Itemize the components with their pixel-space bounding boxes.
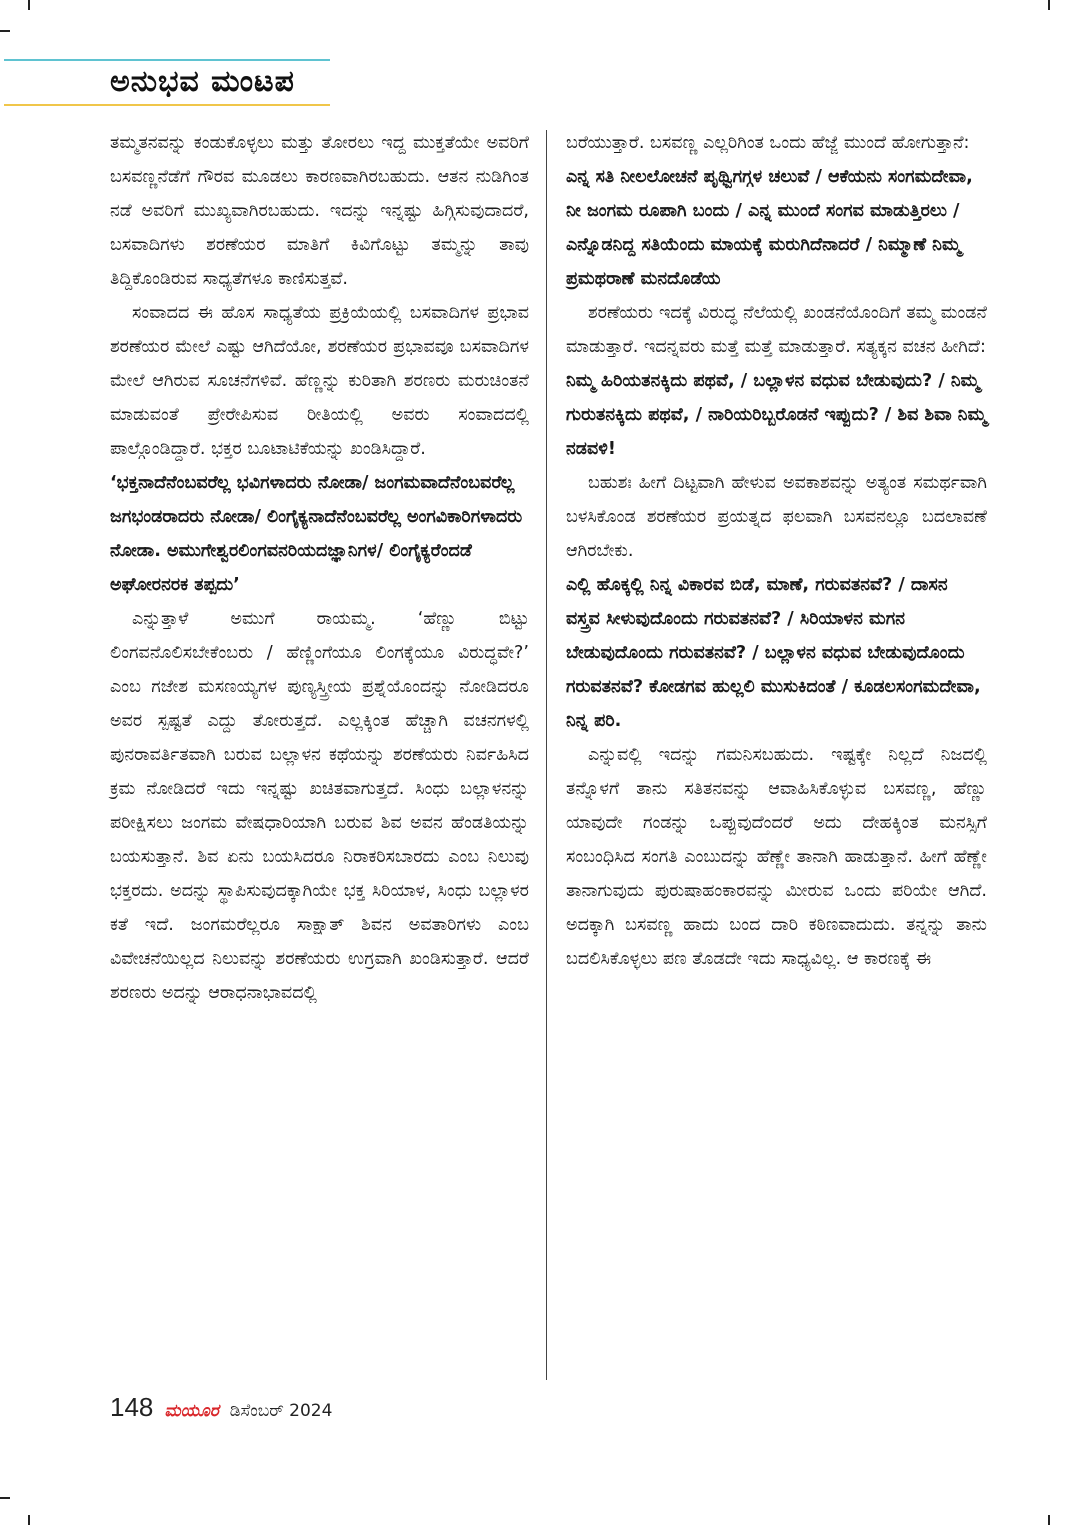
paragraph: ಬಹುಶಃ ಹೀಗೆ ದಿಟ್ಟವಾಗಿ ಹೇಳುವ ಅವಕಾಶವನ್ನು ಅತ್ಯಂತ ಸಮರ್ಥವಾಗಿ ಬಳಸಿಕೊಂಡ ಶರಣೆಯರ ಪ್ರಯತ್ನದ ಫಲವಾಗಿ ಬಸವನಲ್ಲೂ ಬದಲಾವಣೆ ಆಗಿರಬೇಕು. bbox=[566, 473, 987, 561]
paragraph: ಎನ್ನುತ್ತಾಳೆ ಅಮುಗೆ ರಾಯಮ್ಮ. ‘ಹೆಣ್ಣು ಬಿಟ್ಟು ಲಿಂಗವನೊಲಿಸಬೇಕೆಂಬರು / ಹೆಣ್ಣಿಂಗೆಯೂ ಲಿಂಗಕ್ಕೆಯೂ ವಿರುದ್ಧವೇ?’ ಎಂಬ ಗಜೇಶ ಮಸಣಯ್ಯಗಳ ಪುಣ್ಯಸ್ತ್ರೀಯ ಪ್ರಶ್ನೆಯೊಂದನ್ನು ನೋಡಿದರೂ ಅವರ ಸ್ಪಷ್ಟತೆ ಎದ್ದು ತೋರುತ್ತದೆ. ಎಲ್ಲಕ್ಕಿಂತ ಹೆಚ್ಚಾಗಿ ವಚನಗಳಲ್ಲಿ ಪುನರಾವರ್ತಿತವಾಗಿ ಬರುವ ಬಲ್ಲಾಳನ ಕಥೆಯನ್ನು ಶರಣೆಯರು ನಿರ್ವಹಿಸಿದ ಕ್ರಮ ನೋಡಿದರೆ ಇದು ಇನ್ನಷ್ಟು ಖಚಿತವಾಗುತ್ತದೆ. ಸಿಂಧು ಬಲ್ಲಾಳನನ್ನು ಪರೀಕ್ಷಿಸಲು ಜಂಗಮ ವೇಷಧಾರಿಯಾಗಿ ಬರುವ ಶಿವ ಅವನ ಹೆಂಡತಿಯನ್ನು ಬಯಸುತ್ತಾನೆ. ಶಿವ ಏನು ಬಯಸಿದರೂ ನಿರಾಕರಿಸಬಾರದು ಎಂಬ ನಿಲುವು ಭಕ್ತರದು. ಅದನ್ನು ಸ್ಥಾಪಿಸುವುದಕ್ಕಾಗಿಯೇ ಭಕ್ತ ಸಿರಿಯಾಳ, ಸಿಂಧು ಬಲ್ಲಾಳರ ಕತೆ ಇದೆ. ಜಂಗಮರೆಲ್ಲರೂ ಸಾಕ್ಷಾತ್ ಶಿವನ ಅವತಾರಿಗಳು ಎಂಬ ವಿವೇಚನೆಯಿಲ್ಲದ ನಿಲುವನ್ನು ಶರಣೆಯರು ಉಗ್ರವಾಗಿ ಖಂಡಿಸುತ್ತಾರೆ. ಆದರೆ ಶರಣರು ಅದನ್ನು ಆರಾಧನಾಭಾವದಲ್ಲಿ bbox=[110, 609, 529, 1003]
paragraph: ತಮ್ಮತನವನ್ನು ಕಂಡುಕೊಳ್ಳಲು ಮತ್ತು ತೋರಲು ಇದ್ದ ಮುಕ್ತತೆಯೇ ಅವರಿಗೆ ಬಸವಣ್ಣನೆಡೆಗೆ ಗೌರವ ಮೂಡಲು ಕಾರಣವಾಗಿರಬಹುದು. ಆತನ ನುಡಿಗಿಂತ ನಡೆ ಅವರಿಗೆ ಮುಖ್ಯವಾಗಿರಬಹುದು. ಇದನ್ನು ಇನ್ನಷ್ಟು ಹಿಗ್ಗಿಸುವುದಾದರೆ, ಬಸವಾದಿಗಳು ಶರಣೆಯರ ಮಾತಿಗೆ ಕಿವಿಗೊಟ್ಟು ತಮ್ಮನ್ನು ತಾವು ತಿದ್ದಿಕೊಂಡಿರುವ ಸಾಧ್ಯತೆಗಳೂ ಕಾಣಿಸುತ್ತವೆ. bbox=[110, 133, 529, 289]
header-rule-top bbox=[4, 59, 330, 61]
vachana-quote: ‘ಭಕ್ತನಾದೆನೆಂಬವರೆಲ್ಲ ಭವಿಗಳಾದರು ನೋಡಾ/ ಜಂಗಮವಾದೆನೆಂಬವರೆಲ್ಲ ಜಗಭಂಡರಾದರು ನೋಡಾ/ ಲಿಂಗೈಕ್ಯನಾದೆನೆಂಬವರೆಲ್ಲ ಅಂಗವಿಕಾರಿಗಳಾದರು ನೋಡಾ. ಅಮುಗೇಶ್ವರಲಿಂಗವನರಿಯದಜ್ಞಾನಿಗಳ/ ಲಿಂಗೈಕ್ಯರೆಂದಡೆ ಅಘೋರನರಕ ತಪ್ಪದು’ bbox=[110, 473, 523, 595]
crop-mark-left-upper bbox=[0, 30, 10, 32]
section-title: ಅನುಭವ ಮಂಟಪ bbox=[110, 64, 295, 99]
issue-date: ಡಿಸೆಂಬರ್ 2024 bbox=[229, 1401, 333, 1421]
paragraph: ಎನ್ನುವಲ್ಲಿ ಇದನ್ನು ಗಮನಿಸಬಹುದು. ಇಷ್ಟಕ್ಕೇ ನಿಲ್ಲದೆ ನಿಜದಲ್ಲಿ ತನ್ನೊಳಗೆ ತಾನು ಸತಿತನವನ್ನು ಆವಾಹಿಸಿಕೊಳ್ಳುವ ಬಸವಣ್ಣ, ಹೆಣ್ಣು ಯಾವುದೇ ಗಂಡನ್ನು ಒಪ್ಪುವುದೆಂದರೆ ಅದು ದೇಹಕ್ಕಿಂತ ಮನಸ್ಸಿಗೆ ಸಂಬಂಧಿಸಿದ ಸಂಗತಿ ಎಂಬುದನ್ನು ಹೆಣ್ಣೇ ತಾನಾಗಿ ಹಾಡುತ್ತಾನೆ. ಹೀಗೆ ಹೆಣ್ಣೇ ತಾನಾಗುವುದು ಪುರುಷಾಹಂಕಾರವನ್ನು ಮೀರುವ ಒಂದು ಪರಿಯೇ ಆಗಿದೆ. ಅದಕ್ಕಾಗಿ ಬಸವಣ್ಣ ಹಾದು ಬಂದ ದಾರಿ ಕಠಿಣವಾದುದು. ತನ್ನನ್ನು ತಾನು ಬದಲಿಸಿಕೊಳ್ಳಲು ಪಣ ತೊಡದೇ ಇದು ಸಾಧ್ಯವಿಲ್ಲ. ಆ ಕಾರಣಕ್ಕೆ ಈ bbox=[566, 745, 987, 969]
magazine-logo: ಮಯೂರ bbox=[164, 1401, 219, 1421]
crop-mark-left-lower bbox=[0, 1497, 10, 1499]
vachana-quote: ಎಲ್ಲಿ ಹೊಕ್ಕಲ್ಲಿ ನಿನ್ನ ವಿಕಾರವ ಬಿಡೆ, ಮಾಣೆ, ಗರುವತನವೆ? / ದಾಸನ ವಸ್ತ್ರವ ಸೀಳುವುದೊಂದು ಗರುವತನವೆ? / ಸಿರಿಯಾಳನ ಮಗನ ಬೇಡುವುದೊಂದು ಗರುವತನವೆ? / ಬಲ್ಲಾಳನ ವಧುವ ಬೇಡುವುದೊಂದು ಗರುವತನವೆ? ಕೋಡಗವ ಹುಲ್ಲಲಿ ಮುಸುಕಿದಂತೆ / ಕೂಡಲಸಂಗಮದೇವಾ, ನಿನ್ನ ಪರಿ. bbox=[566, 575, 981, 731]
vachana-quote: ನಿಮ್ಮ ಹಿರಿಯತನಕ್ಕಿದು ಪಥವೆ, / ಬಲ್ಲಾಳನ ವಧುವ ಬೇಡುವುದು? / ನಿಮ್ಮ ಗುರುತನಕ್ಕಿದು ಪಥವೆ, / ನಾರಿಯರಿಬ್ಬರೊಡನೆ ಇಪ್ಪುದು? / ಶಿವ ಶಿವಾ ನಿಮ್ಮ ನಡವಳಿ! bbox=[566, 371, 987, 459]
page-footer bbox=[110, 1392, 332, 1423]
vachana-quote: ಎನ್ನ ಸತಿ ನೀಲಲೋಚನೆ ಪೃಥ್ವಿಗಗ್ಗಳ ಚಲುವೆ / ಆಕೆಯನು ಸಂಗಮದೇವಾ, ನೀ ಜಂಗಮ ರೂಪಾಗಿ ಬಂದು / ಎನ್ನ ಮುಂದೆ ಸಂಗವ ಮಾಡುತ್ತಿರಲು / ಎನ್ನೊಡನಿದ್ದ ಸತಿಯೆಂದು ಮಾಯಕ್ಕೆ ಮರುಗಿದೆನಾದರೆ / ನಿಮ್ಮಾಣೆ ನಿಮ್ಮ ಪ್ರಮಥರಾಣೆ ಮನದೊಡೆಯ bbox=[566, 167, 973, 289]
header-rule-bottom bbox=[4, 104, 330, 106]
page-number: 148 bbox=[110, 1392, 154, 1422]
paragraph: ಬರೆಯುತ್ತಾರೆ. ಬಸವಣ್ಣ ಎಲ್ಲರಿಗಿಂತ ಒಂದು ಹೆಜ್ಜೆ ಮುಂದೆ ಹೋಗುತ್ತಾನೆ: bbox=[566, 133, 970, 153]
paragraph: ಶರಣೆಯರು ಇದಕ್ಕೆ ವಿರುದ್ಧ ನೆಲೆಯಲ್ಲಿ ಖಂಡನೆಯೊಂದಿಗೆ ತಮ್ಮ ಮಂಡನೆ ಮಾಡುತ್ತಾರೆ. ಇದನ್ನವರು ಮತ್ತೆ ಮತ್ತೆ ಮಾಡುತ್ತಾರೆ. ಸತ್ಯಕ್ಕನ ವಚನ ಹೀಗಿದೆ: bbox=[566, 303, 987, 357]
crop-mark-top-right bbox=[1048, 0, 1050, 10]
crop-mark-bottom-left bbox=[28, 1515, 30, 1525]
crop-mark-bottom-right bbox=[1048, 1515, 1050, 1525]
column-divider bbox=[546, 130, 547, 1380]
right-column bbox=[566, 126, 987, 976]
left-column bbox=[110, 126, 529, 1010]
crop-mark-top-left bbox=[28, 0, 30, 10]
paragraph: ಸಂವಾದದ ಈ ಹೊಸ ಸಾಧ್ಯತೆಯ ಪ್ರಕ್ರಿಯೆಯಲ್ಲಿ ಬಸವಾದಿಗಳ ಪ್ರಭಾವ ಶರಣೆಯರ ಮೇಲೆ ಎಷ್ಟು ಆಗಿದೆಯೋ, ಶರಣೆಯರ ಪ್ರಭಾವವೂ ಬಸವಾದಿಗಳ ಮೇಲೆ ಆಗಿರುವ ಸೂಚನೆಗಳಿವೆ. ಹೆಣ್ಣನ್ನು ಕುರಿತಾಗಿ ಶರಣರು ಮರುಚಿಂತನೆ ಮಾಡುವಂತೆ ಪ್ರೇರೇಪಿಸುವ ರೀತಿಯಲ್ಲಿ ಅವರು ಸಂವಾದದಲ್ಲಿ ಪಾಲ್ಗೊಂಡಿದ್ದಾರೆ. ಭಕ್ತರ ಬೂಟಾಟಿಕೆಯನ್ನು ಖಂಡಿಸಿದ್ದಾರೆ. bbox=[110, 303, 529, 459]
